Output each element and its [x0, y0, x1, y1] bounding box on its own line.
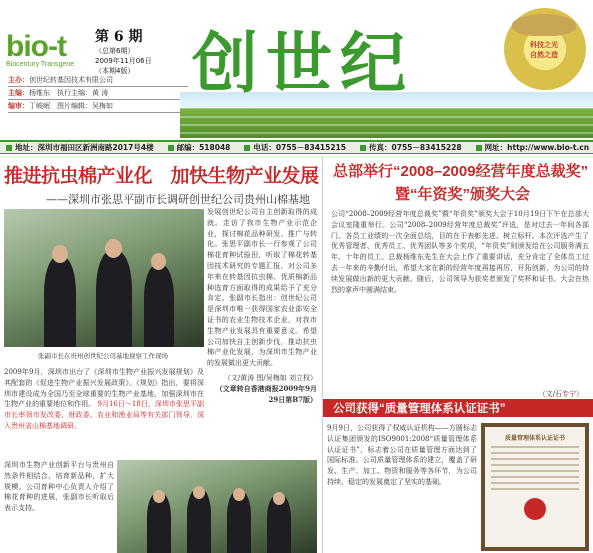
credit-row	[8, 87, 188, 100]
column-text: 深圳市生物产业创新平台与贵州自然条件相结合，培育新品种，扩大规模。公司育种中心负责人介绍了棉花育种的进展，张副市长听取后表示支持。	[4, 461, 114, 513]
bio-t-logo	[6, 30, 88, 68]
credit-key: 主编：	[8, 89, 29, 97]
award-byline: （文/石专宁）	[538, 390, 583, 398]
logo-brand: bio-t	[6, 30, 66, 63]
contact-phone	[244, 142, 346, 153]
contact-address	[6, 142, 154, 153]
right-article	[322, 157, 593, 553]
credit-key: 编审：	[8, 102, 29, 110]
column-highlight: 9月16日～18日，深圳市张思平副市长率领市发改委、财政委、农业和渔业局等有关部门领导，深入贵州省山棉基地调研。	[4, 400, 204, 430]
certification-headline-bar: 公司获得“质量管理体系认证证书”	[323, 399, 593, 417]
phone-icon	[244, 145, 250, 151]
credits-box	[8, 74, 188, 113]
article-byline: （文/黄涛 图/吴梅如 刘立权）	[223, 373, 317, 382]
issue-info	[95, 26, 190, 76]
contact-postcode	[168, 142, 231, 153]
left-headline: 推进抗虫棉产业化 加快生物产业发展	[4, 165, 319, 187]
motto-line-1: 科技之光	[530, 41, 558, 49]
issue-pages: （本期4版）	[95, 67, 135, 75]
masthead	[0, 0, 593, 142]
left-subhead: ——深圳市张思平副市长调研创世纪公司贵州山棉基地	[46, 193, 310, 206]
newspaper-title: 创世纪	[192, 24, 414, 102]
inspection-photo	[4, 209, 204, 347]
credit-row	[8, 100, 188, 113]
credit-value: 丁峻岷 图片编辑：吴梅如	[29, 102, 113, 110]
contact-fax	[360, 142, 462, 153]
right-headline-line-2: 暨“年资奖”颁奖大会	[395, 186, 531, 203]
credit-value: 杨维东 执行主编：黄 涛	[29, 89, 109, 97]
award-article-body: 公司“2008–2009经营年度总裁奖”暨“年资奖”颁奖大会于10月19日下午在总部大会议室隆重举行。公司“2008–2009经营年度总裁奖”评选，是对过去一年间各部门、各员工业绩的一次全面总结，目的在于表彰先进、树立标杆。本次评选产生了优秀管理者、优秀员工、优秀团队等多个奖项，“年资奖”则颁发给在公司服务满五年、十年的员工。总裁杨维东先生在大会上作了重要讲话，充分肯定了全体员工过去一年来的辛勤付出，希望大家在新的经营年度再接再厉，开拓创新，为公司的持续发展做出新的更大贡献。随后，公司领导为获奖者颁发了奖杯和证书。大会在热烈的掌声中圆满结束。	[331, 210, 589, 294]
article-column-right	[207, 207, 317, 453]
sunflower-mascot	[496, 4, 592, 94]
logo-slogan: Biocentury Transgene	[6, 61, 75, 68]
contact-bar	[0, 140, 593, 154]
fax-icon	[360, 145, 366, 151]
certificate-title: 质量管理体系认证证书	[504, 435, 565, 442]
left-article	[0, 157, 320, 553]
credit-row	[8, 74, 188, 87]
motto-line-2: 自然之造	[530, 51, 558, 59]
article-column-lower	[4, 460, 114, 553]
straw-hat-icon	[512, 14, 576, 36]
website-link[interactable]: 网址：http://www.bio-t.cn	[484, 143, 590, 152]
certificate-seal-icon	[524, 498, 546, 520]
column-text: 发展创世纪公司自主创新取得的成就。走访了我市生物产业示范企业，探讨棉花品种研发、推广与转化。张思平副市长一行参观了公司棉花育种试验田，听取了棉花转基因技术研究的专题汇报，对公司多年来在转基因抗虫棉、优质棉新品种选育方面取得的成果给予了充分肯定。张副市长指出：创世纪公司是深圳市唯一获得国家农业部安全证书的农业生物技术企业，对我市生物产业发展具有重要意义。希望公司加快自主创新步伐，推动抗虫棉产业化发展，为深圳市生物产业的发展做出更大贡献。	[207, 208, 317, 368]
article-source: （文章转自香港商报2009年9月29日第B7版）	[215, 383, 317, 404]
certificate-image	[481, 423, 589, 551]
phone-text: 电话：0755－83415215	[253, 143, 347, 152]
contact-website[interactable]	[476, 142, 589, 153]
issue-total: （总第6期）	[95, 47, 135, 55]
article-column-left	[4, 367, 204, 459]
address-text: 地址：深圳市福田区新洲南路2017号4楼	[15, 143, 154, 152]
bullet-icon	[6, 145, 12, 151]
credit-value: 创世纪转基因技术有限公司	[29, 76, 113, 84]
globe-icon	[476, 145, 482, 151]
postcode-text: 邮编：518048	[176, 143, 231, 152]
field-photo	[117, 460, 317, 553]
mascot-motto	[518, 40, 570, 60]
issue-number: 第 6 期	[95, 29, 143, 45]
photo-caption: 张副市长在贵州创世纪公司基地视察工作现场	[38, 352, 168, 360]
credit-key: 主办：	[8, 76, 29, 84]
fax-text: 传真：0755－83415228	[369, 143, 462, 152]
bullet-icon	[168, 145, 174, 151]
column-text: 2009年9月，深圳市出台了《深圳市生物产业振兴发展规划》及其配套的《促进生物产业振兴发展政策》。《规划》指出，要将深圳市建设成为全国乃至全球重要的生物产业基地，加强深圳市在生物产业的重要地位和作用。	[4, 368, 204, 409]
certification-article-body: 9月9日，公司获得了权威认证机构——方圆标志认证集团颁发的ISO9001:2008“质量管理体系认证证书”，标志着公司在质量管理方面达到了国际标准。公司质量管理体系的建立，覆盖了研发、生产、加工、物资和服务等各环节，为公司持续、稳定的发展奠定了坚实的基础。	[327, 424, 477, 486]
right-headline-line-1: 总部举行“2008–2009经营年度总裁奖”	[333, 163, 589, 180]
issue-date: 2009年11月06日	[95, 57, 152, 65]
